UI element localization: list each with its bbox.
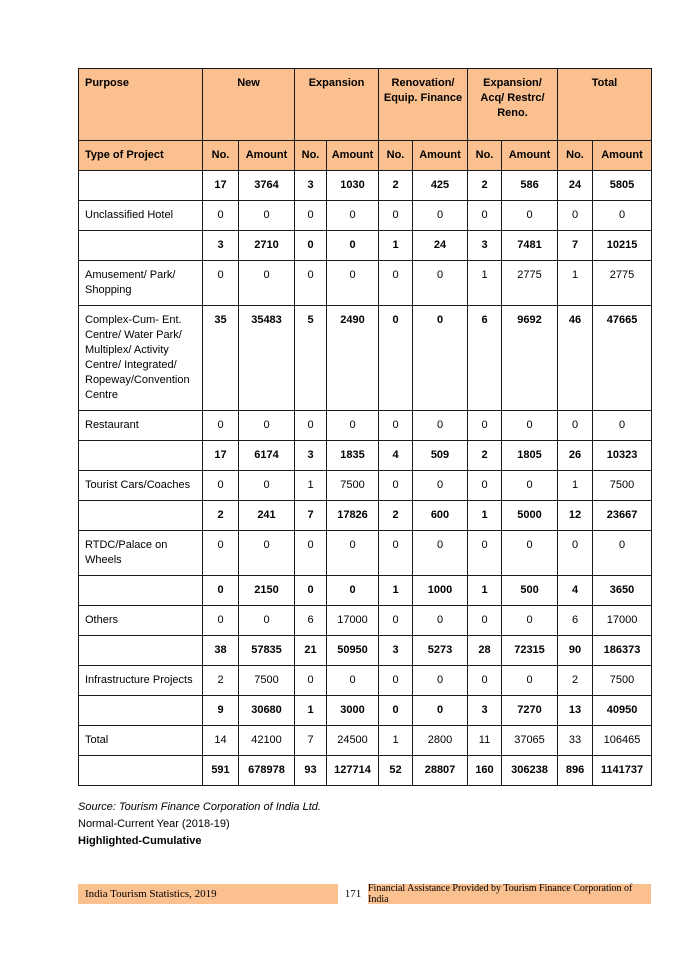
value-cell: 10215 <box>593 231 652 261</box>
table-header <box>79 69 652 171</box>
row-label <box>79 696 203 726</box>
subheader-amount: Amount <box>239 141 295 171</box>
value-cell: 3764 <box>239 171 295 201</box>
value-cell: 0 <box>379 606 413 636</box>
value-cell: 3000 <box>327 696 379 726</box>
value-cell: 1 <box>379 231 413 261</box>
value-cell: 10323 <box>593 441 652 471</box>
value-cell: 7500 <box>239 666 295 696</box>
highlighted-key-note: Highlighted-Cumulative <box>78 835 202 847</box>
value-cell: 0 <box>379 696 413 726</box>
value-cell: 7481 <box>502 231 558 261</box>
value-cell: 591 <box>203 756 239 786</box>
value-cell: 0 <box>327 666 379 696</box>
row-label <box>79 441 203 471</box>
value-cell: 24500 <box>327 726 379 756</box>
value-cell: 241 <box>239 501 295 531</box>
value-cell: 1030 <box>327 171 379 201</box>
value-cell: 0 <box>203 471 239 501</box>
row-label <box>79 171 203 201</box>
value-cell: 0 <box>295 201 327 231</box>
value-cell: 0 <box>295 411 327 441</box>
value-cell: 24 <box>558 171 593 201</box>
value-cell: 37065 <box>502 726 558 756</box>
value-cell: 17826 <box>327 501 379 531</box>
value-cell: 0 <box>413 471 468 501</box>
value-cell: 0 <box>295 576 327 606</box>
table-row <box>79 201 652 231</box>
value-cell: 678978 <box>239 756 295 786</box>
value-cell: 3 <box>295 441 327 471</box>
value-cell: 6174 <box>239 441 295 471</box>
table-body <box>79 171 652 786</box>
value-cell: 0 <box>379 531 413 576</box>
subheader-type-of-project: Type of Project <box>79 141 203 171</box>
value-cell: 3 <box>379 636 413 666</box>
row-label <box>79 501 203 531</box>
table-row <box>79 231 652 261</box>
value-cell: 0 <box>203 531 239 576</box>
value-cell: 24 <box>413 231 468 261</box>
row-label: RTDC/Palace on Wheels <box>79 531 203 576</box>
value-cell: 7 <box>295 726 327 756</box>
table-row <box>79 726 652 756</box>
value-cell: 12 <box>558 501 593 531</box>
value-cell: 38 <box>203 636 239 666</box>
value-cell: 0 <box>413 306 468 411</box>
value-cell: 17 <box>203 171 239 201</box>
value-cell: 33 <box>558 726 593 756</box>
value-cell: 0 <box>239 411 295 441</box>
value-cell: 0 <box>558 531 593 576</box>
value-cell: 6 <box>468 306 502 411</box>
value-cell: 0 <box>413 666 468 696</box>
value-cell: 0 <box>295 231 327 261</box>
subheader-no: No. <box>203 141 239 171</box>
normal-key-note: Normal-Current Year (2018-19) <box>78 818 230 830</box>
table-row <box>79 636 652 666</box>
header-expansion-acq-restrc-reno: Expansion/ Acq/ Restrc/ Reno. <box>468 69 558 141</box>
subheader-amount: Amount <box>502 141 558 171</box>
financial-assistance-table <box>78 68 652 786</box>
value-cell: 0 <box>239 606 295 636</box>
value-cell: 2150 <box>239 576 295 606</box>
value-cell: 0 <box>413 411 468 441</box>
value-cell: 72315 <box>502 636 558 666</box>
source-note: Source: Tourism Finance Corporation of India Ltd. <box>78 801 321 813</box>
value-cell: 3650 <box>593 576 652 606</box>
value-cell: 9692 <box>502 306 558 411</box>
value-cell: 57835 <box>239 636 295 666</box>
value-cell: 586 <box>502 171 558 201</box>
value-cell: 47665 <box>593 306 652 411</box>
value-cell: 0 <box>413 201 468 231</box>
value-cell: 0 <box>413 696 468 726</box>
value-cell: 17000 <box>593 606 652 636</box>
value-cell: 0 <box>593 201 652 231</box>
row-label: Complex-Cum- Ent. Centre/ Water Park/ Multiplex/ Activity Centre/ Integrated/ Ropeway/Convention Centre <box>79 306 203 411</box>
value-cell: 0 <box>295 261 327 306</box>
value-cell: 0 <box>502 666 558 696</box>
value-cell: 14 <box>203 726 239 756</box>
value-cell: 40950 <box>593 696 652 726</box>
value-cell: 0 <box>468 201 502 231</box>
value-cell: 7 <box>295 501 327 531</box>
value-cell: 93 <box>295 756 327 786</box>
header-purpose: Purpose <box>79 69 203 141</box>
value-cell: 0 <box>379 306 413 411</box>
value-cell: 35483 <box>239 306 295 411</box>
value-cell: 0 <box>502 531 558 576</box>
value-cell: 5273 <box>413 636 468 666</box>
value-cell: 0 <box>327 201 379 231</box>
row-label <box>79 756 203 786</box>
value-cell: 90 <box>558 636 593 666</box>
subheader-no: No. <box>295 141 327 171</box>
subheader-amount: Amount <box>593 141 652 171</box>
table-row <box>79 411 652 441</box>
value-cell: 1 <box>379 726 413 756</box>
value-cell: 0 <box>379 411 413 441</box>
value-cell: 1 <box>295 696 327 726</box>
value-cell: 2 <box>379 171 413 201</box>
value-cell: 2 <box>379 501 413 531</box>
value-cell: 1805 <box>502 441 558 471</box>
value-cell: 11 <box>468 726 502 756</box>
value-cell: 0 <box>379 261 413 306</box>
value-cell: 0 <box>379 201 413 231</box>
value-cell: 7270 <box>502 696 558 726</box>
row-label: Restaurant <box>79 411 203 441</box>
subheader-no: No. <box>558 141 593 171</box>
value-cell: 26 <box>558 441 593 471</box>
value-cell: 50950 <box>327 636 379 666</box>
value-cell: 7500 <box>593 471 652 501</box>
value-cell: 1 <box>379 576 413 606</box>
table-row <box>79 171 652 201</box>
value-cell: 186373 <box>593 636 652 666</box>
table-row <box>79 471 652 501</box>
value-cell: 306238 <box>502 756 558 786</box>
value-cell: 0 <box>327 261 379 306</box>
value-cell: 7500 <box>327 471 379 501</box>
value-cell: 0 <box>379 666 413 696</box>
value-cell: 1 <box>468 261 502 306</box>
value-cell: 0 <box>468 531 502 576</box>
header-total: Total <box>558 69 652 141</box>
value-cell: 21 <box>295 636 327 666</box>
value-cell: 0 <box>593 411 652 441</box>
value-cell: 4 <box>379 441 413 471</box>
value-cell: 0 <box>468 606 502 636</box>
value-cell: 0 <box>327 576 379 606</box>
value-cell: 7500 <box>593 666 652 696</box>
value-cell: 4 <box>558 576 593 606</box>
row-label: Others <box>79 606 203 636</box>
value-cell: 1141737 <box>593 756 652 786</box>
value-cell: 0 <box>558 411 593 441</box>
value-cell: 2800 <box>413 726 468 756</box>
value-cell: 46 <box>558 306 593 411</box>
subheader-amount: Amount <box>413 141 468 171</box>
value-cell: 127714 <box>327 756 379 786</box>
value-cell: 42100 <box>239 726 295 756</box>
value-cell: 0 <box>239 261 295 306</box>
value-cell: 35 <box>203 306 239 411</box>
value-cell: 0 <box>593 531 652 576</box>
value-cell: 5805 <box>593 171 652 201</box>
value-cell: 17000 <box>327 606 379 636</box>
value-cell: 0 <box>502 201 558 231</box>
value-cell: 6 <box>295 606 327 636</box>
subheader-row <box>79 141 652 171</box>
value-cell: 425 <box>413 171 468 201</box>
row-label: Total <box>79 726 203 756</box>
value-cell: 0 <box>239 201 295 231</box>
value-cell: 0 <box>413 531 468 576</box>
value-cell: 3 <box>468 231 502 261</box>
value-cell: 3 <box>203 231 239 261</box>
page-number: 171 <box>338 884 368 904</box>
table-row <box>79 261 652 306</box>
value-cell: 0 <box>327 231 379 261</box>
value-cell: 5000 <box>502 501 558 531</box>
value-cell: 0 <box>203 411 239 441</box>
value-cell: 0 <box>295 531 327 576</box>
value-cell: 0 <box>379 471 413 501</box>
value-cell: 3 <box>295 171 327 201</box>
value-cell: 1835 <box>327 441 379 471</box>
subheader-no: No. <box>379 141 413 171</box>
value-cell: 1 <box>295 471 327 501</box>
value-cell: 0 <box>413 261 468 306</box>
table-row <box>79 606 652 636</box>
value-cell: 1 <box>468 576 502 606</box>
value-cell: 17 <box>203 441 239 471</box>
table-row <box>79 696 652 726</box>
value-cell: 0 <box>413 606 468 636</box>
value-cell: 600 <box>413 501 468 531</box>
value-cell: 2 <box>203 501 239 531</box>
value-cell: 1000 <box>413 576 468 606</box>
value-cell: 500 <box>502 576 558 606</box>
value-cell: 160 <box>468 756 502 786</box>
table-notes <box>78 799 651 850</box>
table-row <box>79 441 652 471</box>
footer-left-title: India Tourism Statistics, 2019 <box>78 884 338 904</box>
value-cell: 0 <box>502 411 558 441</box>
value-cell: 30680 <box>239 696 295 726</box>
value-cell: 0 <box>203 201 239 231</box>
table-row <box>79 666 652 696</box>
value-cell: 2710 <box>239 231 295 261</box>
value-cell: 5 <box>295 306 327 411</box>
table-row <box>79 576 652 606</box>
value-cell: 0 <box>468 471 502 501</box>
row-label <box>79 576 203 606</box>
value-cell: 106465 <box>593 726 652 756</box>
value-cell: 0 <box>203 606 239 636</box>
value-cell: 23667 <box>593 501 652 531</box>
value-cell: 28 <box>468 636 502 666</box>
table-row <box>79 501 652 531</box>
value-cell: 2 <box>468 441 502 471</box>
value-cell: 0 <box>327 531 379 576</box>
value-cell: 0 <box>239 531 295 576</box>
value-cell: 0 <box>327 411 379 441</box>
value-cell: 0 <box>502 606 558 636</box>
value-cell: 9 <box>203 696 239 726</box>
value-cell: 2490 <box>327 306 379 411</box>
value-cell: 0 <box>558 201 593 231</box>
subheader-amount: Amount <box>327 141 379 171</box>
row-label: Tourist Cars/Coaches <box>79 471 203 501</box>
row-label <box>79 636 203 666</box>
row-label: Amusement/ Park/ Shopping <box>79 261 203 306</box>
value-cell: 509 <box>413 441 468 471</box>
value-cell: 1 <box>558 471 593 501</box>
value-cell: 3 <box>468 696 502 726</box>
value-cell: 7 <box>558 231 593 261</box>
table-row <box>79 756 652 786</box>
value-cell: 6 <box>558 606 593 636</box>
header-group-row <box>79 69 652 141</box>
value-cell: 896 <box>558 756 593 786</box>
value-cell: 0 <box>468 411 502 441</box>
value-cell: 2 <box>468 171 502 201</box>
table-row <box>79 531 652 576</box>
value-cell: 0 <box>295 666 327 696</box>
value-cell: 1 <box>468 501 502 531</box>
value-cell: 2 <box>203 666 239 696</box>
value-cell: 28807 <box>413 756 468 786</box>
header-renovation-equip-finance: Renovation/ Equip. Finance <box>379 69 468 141</box>
value-cell: 2 <box>558 666 593 696</box>
row-label <box>79 231 203 261</box>
value-cell: 52 <box>379 756 413 786</box>
value-cell: 1 <box>558 261 593 306</box>
footer-right-title: Financial Assistance Provided by Tourism Finance Corporation of India <box>368 884 651 904</box>
header-expansion: Expansion <box>295 69 379 141</box>
page-content <box>78 68 651 850</box>
header-new: New <box>203 69 295 141</box>
value-cell: 2775 <box>593 261 652 306</box>
value-cell: 0 <box>203 261 239 306</box>
row-label: Infrastructure Projects <box>79 666 203 696</box>
subheader-no: No. <box>468 141 502 171</box>
value-cell: 0 <box>203 576 239 606</box>
value-cell: 0 <box>502 471 558 501</box>
value-cell: 0 <box>239 471 295 501</box>
page-footer <box>78 884 651 904</box>
table-row <box>79 306 652 411</box>
value-cell: 2775 <box>502 261 558 306</box>
row-label: Unclassified Hotel <box>79 201 203 231</box>
value-cell: 13 <box>558 696 593 726</box>
value-cell: 0 <box>468 666 502 696</box>
